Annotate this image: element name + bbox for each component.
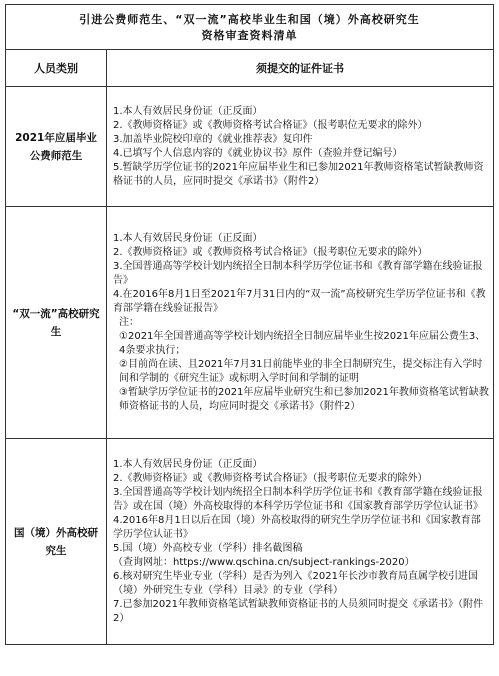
list-item: 4.在2016年8月1日至2021年7月31日内的“双一流”高校研究生学历学位证书和《教育部学籍在线验证报告》 xyxy=(113,288,486,314)
header-category: 人员类别 xyxy=(6,50,107,87)
list-item: 5.国（境）外高校专业（学科）排名截图稿 xyxy=(113,542,303,554)
list-item: 1.本人有效居民身份证（正反面） xyxy=(113,105,263,117)
category-cell: 国（境）外高校研究生 xyxy=(6,439,107,645)
list-item: 1.本人有效居民身份证（正反面） xyxy=(113,232,263,244)
table-row xyxy=(6,207,494,439)
list-item: 4.已填写个人信息内容的《就业协议书》原件（查验并登记编号） xyxy=(113,147,403,159)
documents-cell xyxy=(107,207,494,439)
list-item: 3.全国普通高等学校计划内统招全日制本科学历学位证书和《教育部学籍在线验证报告》 xyxy=(113,260,483,286)
category-cell: “双一流”高校研究生 xyxy=(6,207,107,439)
list-item: 1.本人有效居民身份证（正反面） xyxy=(113,458,263,470)
list-item: 2.《教师资格证》或《教师资格考试合格证》（报考职位无要求的除外） xyxy=(113,119,428,131)
list-item: 2.《教师资格证》或《教师资格考试合格证》（报考职位无要求的除外） xyxy=(113,472,428,484)
list-item: 5.暂缺学历学位证书的2021年应届毕业生和已参加2021年教师资格笔试暂缺教师资格证书的人员，应同时提交《承诺书》（附件2） xyxy=(113,161,484,187)
documents-cell xyxy=(107,439,494,645)
document-sheet xyxy=(5,4,494,645)
title-line-1: 引进公费师范生、“双一流”高校毕业生和国（境）外高校研究生 xyxy=(79,13,420,26)
note-item: ①2021年全国普通高等学校计划内统招全日制应届毕业生按2021年应届公费生3、4条要求执行； xyxy=(119,330,486,356)
note-item: ②目前尚在读、且2021年7月31日前能毕业的非全日制研究生，提交标注有入学时间和学制的《研究生证》或标明入学时间和学制的证明 xyxy=(119,358,483,384)
list-item: 4.2016年8月1日以后在国（境）外高校取得的研究生学历学位证书和《国家教育部学历学位认证书》 xyxy=(113,514,481,540)
list-item: 6.核对研究生毕业专业（学科）是否为列入《2021年长沙市教育局直属学校引进国（境）外研究生专业（学科）目录》的专业（学科） xyxy=(113,570,478,596)
list-item: 2.《教师资格证》或《教师资格考试合格证》（报考职位无要求的除外） xyxy=(113,246,428,258)
note-item: ③暂缺学历学位证书的2021年应届毕业研究生和已参加2021年教师资格笔试暂缺教师资格证书的人员，均应同时提交《承诺书》（附件2） xyxy=(119,386,489,412)
list-item: 3.全国普通高等学校计划内统招全日制本科学历学位证书和《教育部学籍在线验证报告》或在国（境）外高校取得的本科学历学位证书和《国家教育部学历学位认证书》 xyxy=(113,486,483,512)
documents-cell xyxy=(107,87,494,207)
document-title xyxy=(6,5,494,50)
list-item: 7.已参加2021年教师资格笔试暂缺教师资格证书的人员须同时提交《承诺书》（附件2） xyxy=(113,598,483,624)
title-line-2: 资格审查资料清单 xyxy=(201,29,298,42)
requirements-table xyxy=(5,4,494,645)
header-documents: 须提交的证件证书 xyxy=(107,50,494,87)
table-row xyxy=(6,439,494,645)
query-url: （查询网址：https://www.qschina.cn/subject-rankings-2020） xyxy=(113,556,415,568)
table-row xyxy=(6,87,494,207)
list-item: 3.加盖毕业院校印章的《就业推荐表》复印件 xyxy=(113,133,313,145)
note-label: 注： xyxy=(119,316,139,328)
category-cell: 2021年应届毕业公费师范生 xyxy=(6,87,107,207)
